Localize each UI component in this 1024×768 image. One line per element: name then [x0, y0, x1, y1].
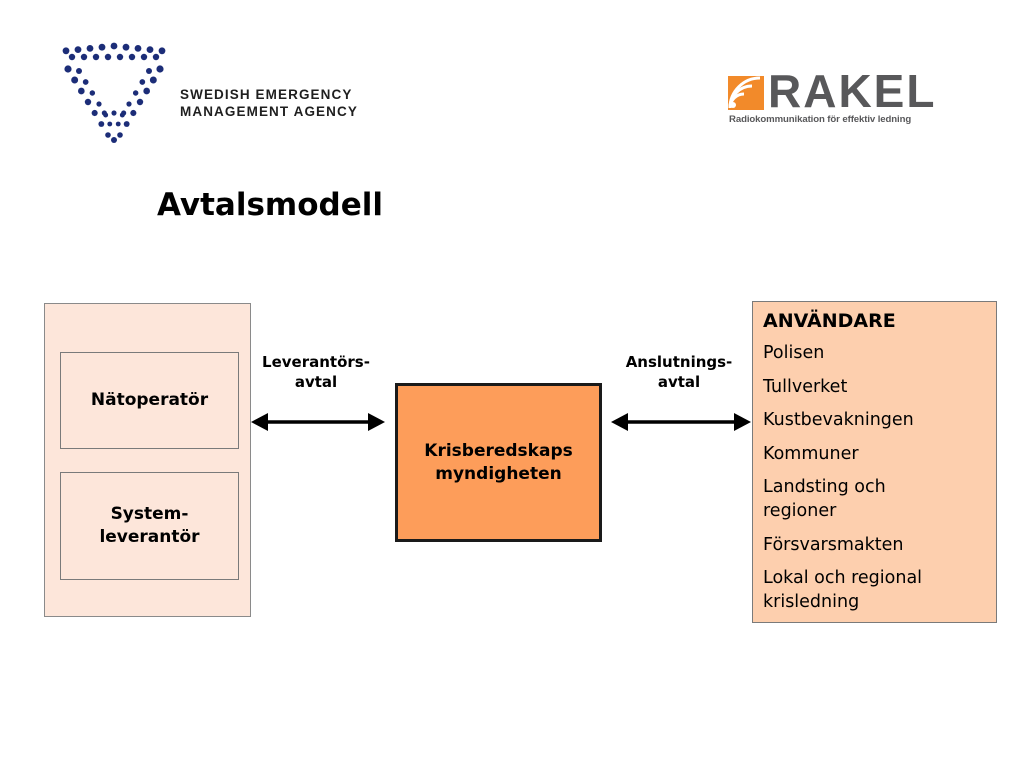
user-item: Tullverket [763, 376, 848, 397]
systemleverantor-box [60, 472, 239, 580]
leverantorsavtal-line2: avtal [294, 373, 338, 391]
user-item: Kommuner [763, 443, 859, 464]
radio-waves-icon [728, 76, 764, 110]
user-item: Polisen [763, 343, 825, 363]
systemleverantor-label-line1: System- [110, 504, 189, 524]
leverantorsavtal-line1: Leverantörs- [262, 353, 370, 371]
anslutningsavtal-label [604, 352, 754, 392]
agency-name-line1: SWEDISH EMERGENCY [180, 87, 353, 102]
agency-name-line2: MANAGEMENT AGENCY [180, 104, 358, 119]
anslutningsavtal-line2: avtal [657, 373, 701, 391]
center-label-line1: Krisberedskaps [424, 440, 573, 461]
user-item: Försvarsmakten [763, 534, 904, 555]
agency-name [180, 86, 358, 120]
users-heading: ANVÄNDARE [763, 310, 896, 332]
user-item: Kustbevakningen [763, 410, 914, 430]
page-title: Avtalsmodell [157, 187, 383, 223]
center-label-line2: myndigheten [435, 463, 562, 484]
provider-group [44, 303, 251, 617]
user-item: Landsting och regioner [763, 477, 886, 521]
users-box [752, 301, 997, 623]
natoperator-box [60, 352, 239, 449]
systemleverantor-label-line2: leverantör [99, 527, 200, 547]
rakel-wordmark: RAKEL [768, 65, 937, 117]
leverantorsavtal-label [241, 352, 391, 392]
user-item: Lokal och regional krisledning [763, 568, 923, 612]
shield-dots-icon [58, 40, 170, 146]
double-arrow-right [611, 411, 751, 433]
anslutningsavtal-line1: Anslutnings- [625, 353, 733, 371]
double-arrow-left [251, 411, 385, 433]
krisberedskapsmyndigheten-box [395, 383, 602, 542]
rakel-tagline: Radiokommunikation för effektiv ledning [729, 114, 912, 125]
natoperator-label: Nätoperatör [90, 390, 209, 410]
